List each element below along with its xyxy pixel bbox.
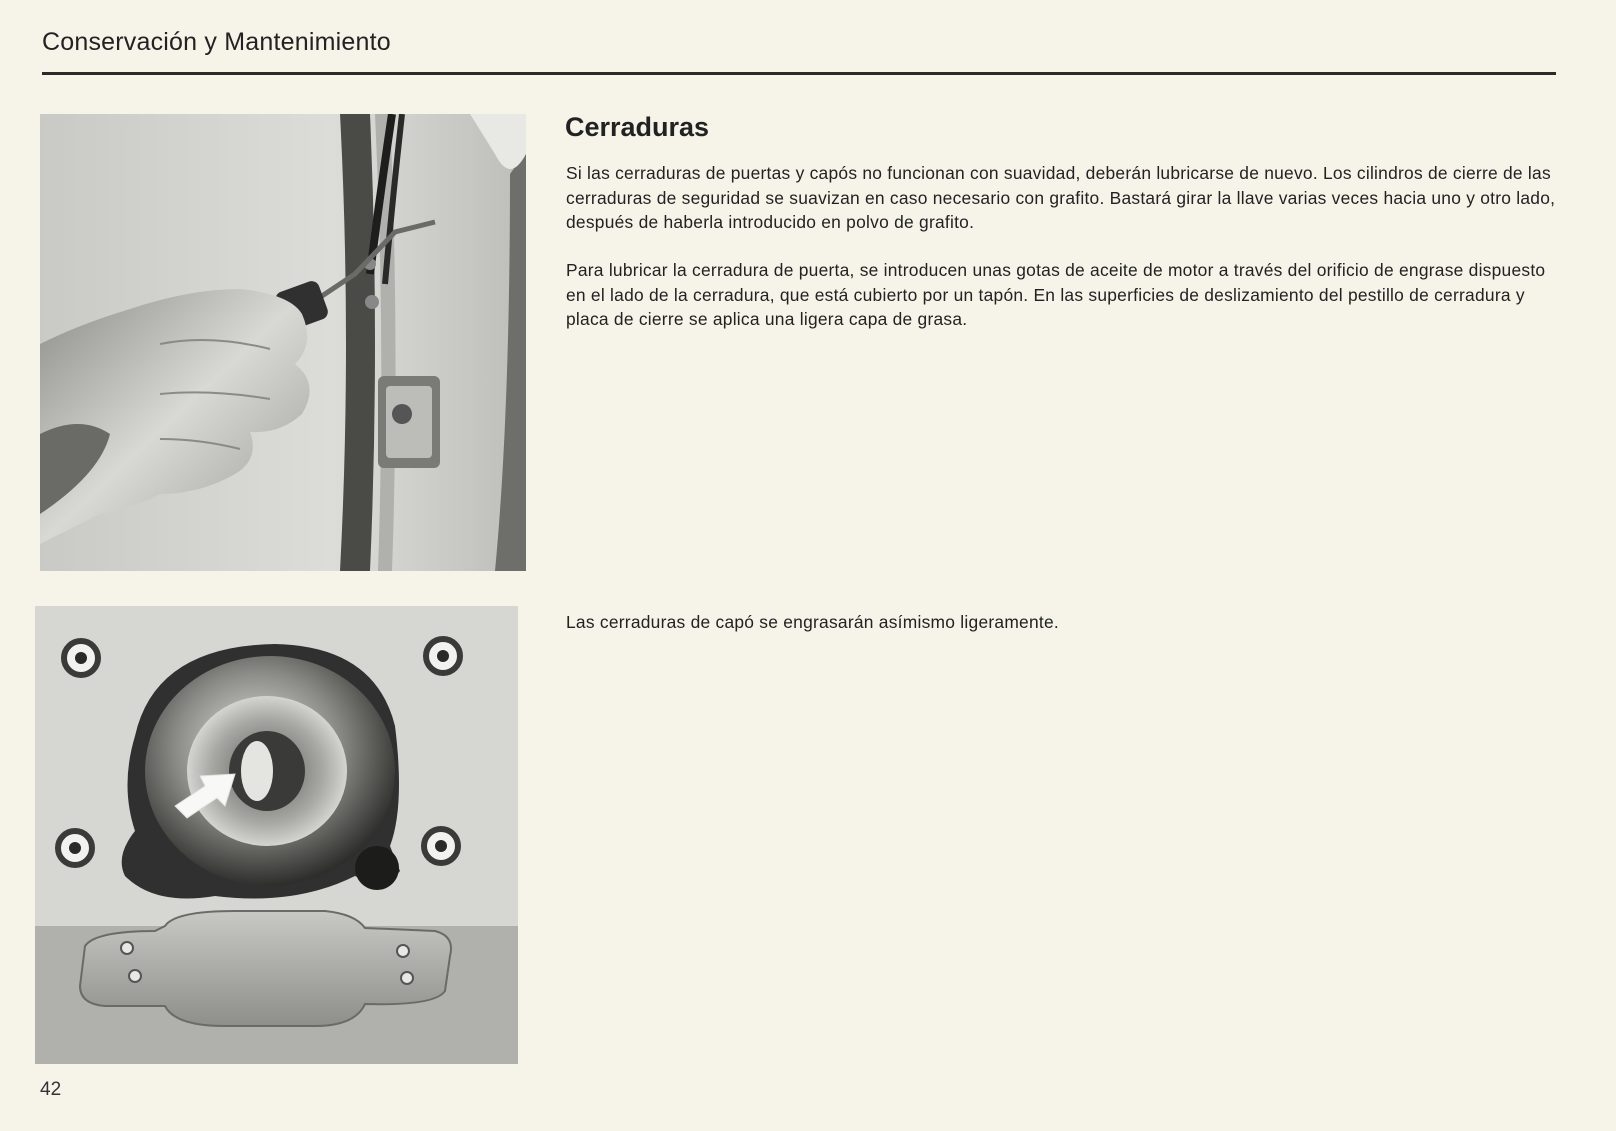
door-lock-lubrication-photo <box>40 114 526 571</box>
page-title: Conservación y Mantenimiento <box>42 28 391 56</box>
header-divider <box>42 72 1556 75</box>
paragraph-door-lock-oil: Para lubricar la cerradura de puerta, se introducen unas gotas de aceite de motor a través del orificio de engrase dispuesto en el lado de la cerradura, que está cubierto por un tapón. En las superficies de deslizamiento del pestillo de cerradura y placa de cierre se aplica una ligera capa de grasa. <box>566 260 1546 329</box>
paragraph-hood-lock-grease: Las cerraduras de capó se engrasarán asímismo ligeramente. <box>566 612 1059 632</box>
hood-lock-photo <box>35 606 518 1064</box>
paragraph-graphite: Si las cerraduras de puertas y capós no funcionan con suavidad, deberán lubricarse de nuevo. Los cilindros de cierre de las cerraduras de seguridad se suavizan en caso necesario con grafito. Bastará girar la llave varias veces hacia uno y otro lado, después de haberla introducido en polvo de grafito. <box>566 163 1556 232</box>
page-number: 42 <box>40 1079 62 1100</box>
section-title: Cerraduras <box>565 112 710 142</box>
